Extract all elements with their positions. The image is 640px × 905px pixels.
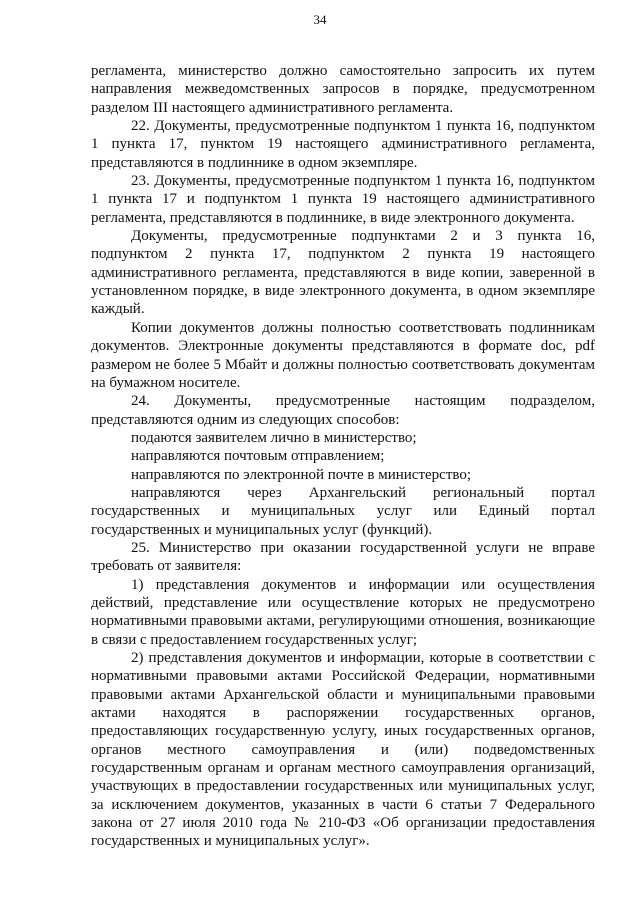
document-body [91,62,595,851]
method-post: направляются почтовым отправлением; [131,448,385,465]
paragraph-continuation: регламента, министерство должно самостоятельно запросить их путем направления межведомственных запросов в порядке, предусмотренном разделом III настоящего административного регламента. [91,63,595,116]
method-email: направляются по электронной почте в министерство; [131,466,472,483]
subitem-25-1: 1) представления документов и информации или осуществления действий, представление или осуществление которых не предусмотрено нормативными правовыми актами, регулирующими отношения, возникающие в связи с предоставлением государственных услуг; [91,576,595,648]
method-portal: направляются через Архангельский региональный портал государственных и муниципальных услуг или Единый портал государственных и муниципальных услуг (функций). [91,484,595,538]
paragraph-item-24: 24. Документы, предусмотренные настоящим подразделом, представляются одним из следующих способов: [91,393,595,428]
method-in-person: подаются заявителем лично в министерство; [131,429,417,446]
paragraph-item-22: 22. Документы, предусмотренные подпунктом 1 пункта 16, подпунктом 1 пункта 17, пунктом 19 настоящего административного регламента, представляются в подлиннике в одном экземпляре. [91,118,595,171]
paragraph-electronic-format: Копии документов должны полностью соответствовать подлинникам документов. Электронные документы представляются в формате doc, pdf размером не более 5 Мбайт и должны полностью соответствовать документам на бумажном носителе. [91,319,595,391]
subitem-25-2: 2) представления документов и информации, которые в соответствии с нормативными правовыми актами Российской Федерации, нормативными правовыми актами Архангельской области и муниципальными правовыми актами находятся в распоряжении государственных органов, предоставляющих государственную услугу, иных государственных органов, органов местного самоуправления и (или) подведомственных государственным органам и органам местного самоуправления организаций, участвующих в предоставлении государственных или муниципальных услуг, за исключением документов, указанных в части 6 статьи 7 Федерального закона от 27 июля 2010 года № 210-ФЗ «Об организации предоставления государственных и муниципальных услуг». [91,650,595,850]
page-number: 34 [313,12,327,27]
paragraph-item-25: 25. Министерство при оказании государственной услуги не вправе требовать от заявителя: [91,539,595,575]
paragraph-copies: Документы, предусмотренные подпунктами 2 и 3 пункта 16, подпунктом 2 пункта 17, подпунктом 2 пункта 19 настоящего административного регламента, представляются в виде копии, заверенной в установленном порядке, в виде электронного документа, в одном экземпляре каждый. [91,228,595,318]
paragraph-item-23: 23. Документы, предусмотренные подпунктом 1 пункта 16, подпунктом 1 пункта 17 и подпунктом 1 пункта 19 настоящего административного регламента, представляются в подлиннике, в виде электронного документа. [91,173,595,226]
